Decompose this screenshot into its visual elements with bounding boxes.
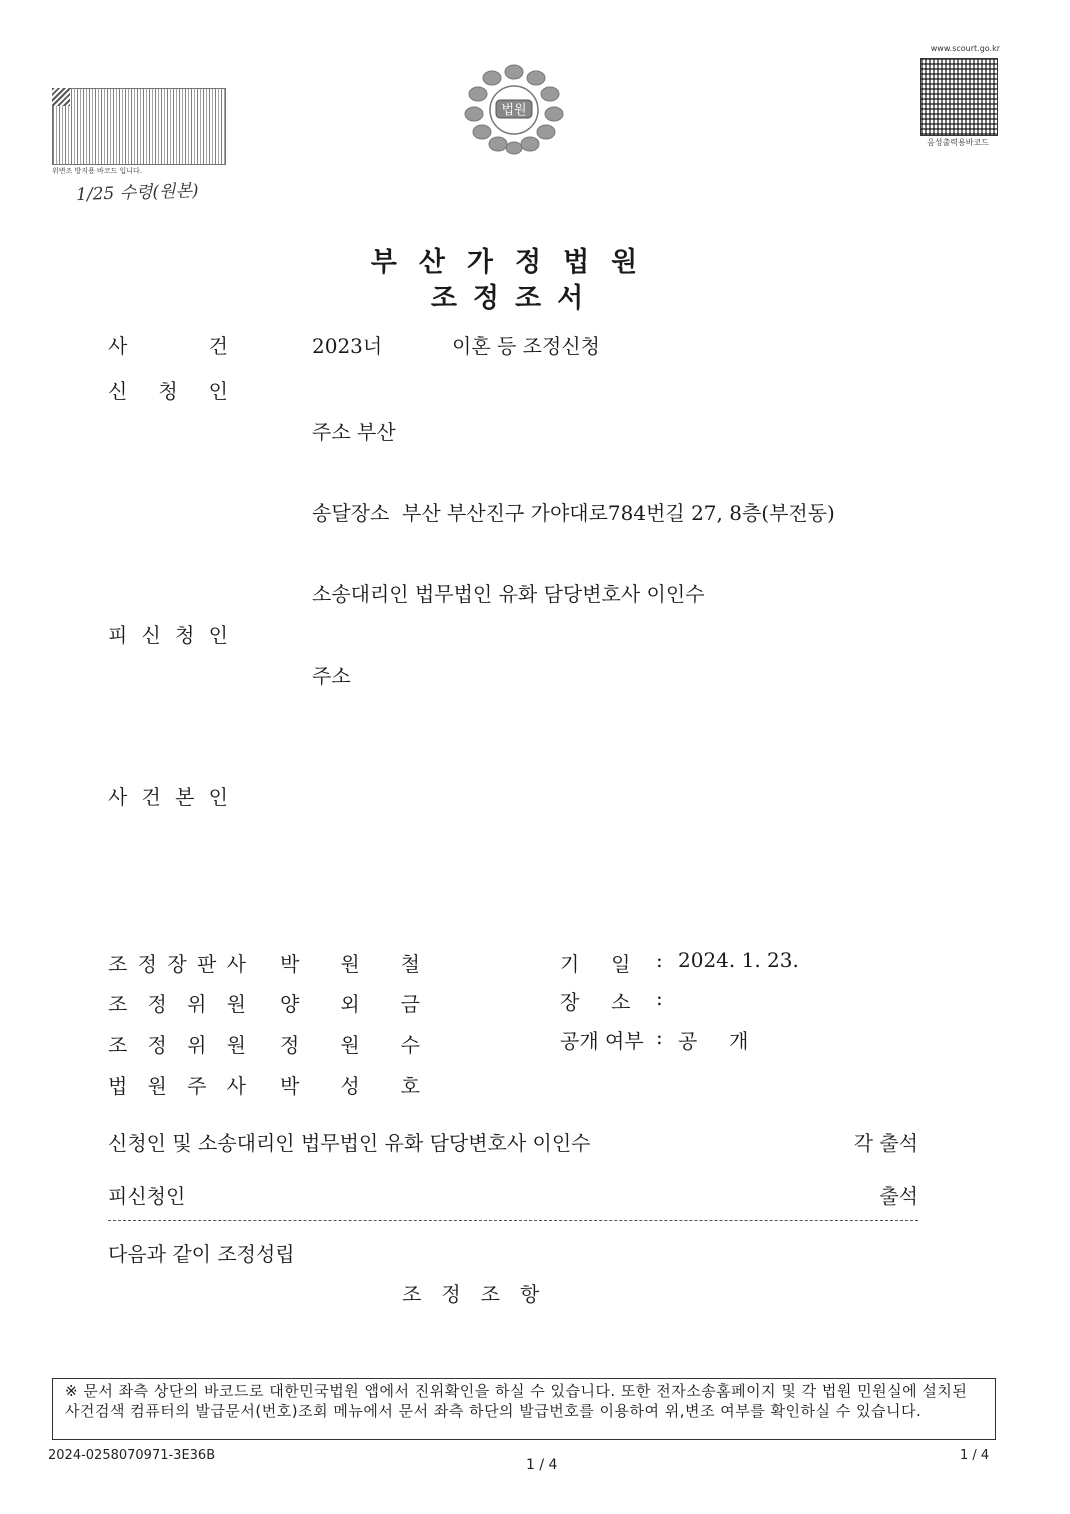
respondent-label: 피 신 청 인 bbox=[108, 623, 228, 647]
case-number: 2023너 bbox=[312, 334, 383, 358]
terms-heading: 조정조항 bbox=[402, 1282, 560, 1306]
case-label bbox=[108, 330, 228, 359]
case-title: 이혼 등 조정신청 bbox=[452, 334, 600, 358]
barcode-caption: 위변조 방지용 바코드 입니다. bbox=[52, 167, 143, 175]
anti-forgery-barcode bbox=[52, 88, 226, 165]
attendance-status: 각 출석 bbox=[853, 1131, 918, 1155]
issue-number: 2024-0258070971-3E36B bbox=[48, 1448, 216, 1463]
roster-row bbox=[108, 988, 246, 1017]
applicant-label: 신 청 인 bbox=[108, 379, 228, 403]
attendance-status: 출석 bbox=[879, 1184, 918, 1208]
session-public-label: 공개 여부 bbox=[560, 1029, 644, 1053]
roster-row bbox=[108, 1029, 246, 1058]
roster-name: 양 외 금 bbox=[280, 992, 420, 1016]
roster-name: 박 성 호 bbox=[280, 1074, 420, 1098]
case-label-text: 사 건 bbox=[108, 334, 228, 358]
principal-label: 사 건 본 인 bbox=[108, 785, 228, 809]
document-title: 조정조서 bbox=[430, 283, 600, 314]
roster-role: 조 정 위 원 bbox=[108, 992, 246, 1016]
roster-name-row bbox=[280, 1070, 420, 1099]
divider bbox=[108, 1220, 918, 1221]
handwritten-note: 1/25 수령(원본) bbox=[75, 180, 199, 206]
roster-name-row bbox=[280, 988, 420, 1017]
qr-url: www.scourt.go.kr bbox=[930, 44, 1000, 53]
roster-row bbox=[108, 1070, 246, 1099]
colon: : bbox=[656, 948, 663, 972]
roster-role: 법 원 주 사 bbox=[108, 1074, 246, 1098]
verification-notice: ※ 문서 좌측 상단의 바코드로 대한민국법원 앱에서 진위확인을 하실 수 있습니다. 또한 전자소송홈페이지 및 각 법원 민원실에 설치된 사건검색 컴퓨터의 발급문서(번호)조회 메뉴에서 문서 좌측 하단의 발급번호를 이용하여 위,변조 여부를 확인하실 수 있습니다. bbox=[52, 1378, 996, 1440]
applicant-address: 주소 부산 bbox=[312, 420, 396, 444]
colon: : bbox=[656, 986, 663, 1010]
roster-row bbox=[108, 948, 246, 977]
emblem-text: 법원 bbox=[501, 103, 527, 118]
session-place-label: 장 소 bbox=[560, 990, 631, 1014]
roster-name: 박 원 철 bbox=[280, 952, 420, 976]
session-public-value: 공 개 bbox=[678, 1029, 749, 1053]
session-date-value: 2024. 1. 23. bbox=[678, 948, 799, 972]
attendance-party: 피신청인 bbox=[108, 1184, 186, 1208]
roster-role: 조 정 장 판 사 bbox=[108, 952, 246, 976]
agreement-line: 다음과 같이 조정성립 bbox=[108, 1242, 295, 1266]
court-emblem-icon bbox=[462, 60, 566, 156]
session-date-label: 기 일 bbox=[560, 952, 631, 976]
colon: : bbox=[656, 1025, 663, 1049]
page-number-center: 1 / 4 bbox=[526, 1457, 558, 1473]
applicant-attorney: 소송대리인 법무법인 유화 담당변호사 이인수 bbox=[312, 582, 705, 606]
attendance-party: 신청인 및 소송대리인 법무법인 유화 담당변호사 이인수 bbox=[108, 1131, 591, 1155]
roster-name-row bbox=[280, 1029, 420, 1058]
court-name: 부산가정법원 bbox=[370, 247, 660, 278]
audio-qr-code bbox=[920, 58, 998, 136]
qr-caption: 음성출력용바코드 bbox=[927, 138, 989, 147]
roster-name-row bbox=[280, 948, 420, 977]
applicant-service-place: 송달장소 부산 부산진구 가야대로784번길 27, 8층(부전동) bbox=[312, 501, 835, 525]
roster-role: 조 정 위 원 bbox=[108, 1033, 246, 1057]
respondent-address: 주소 bbox=[312, 664, 351, 688]
roster-name: 정 원 수 bbox=[280, 1033, 420, 1057]
page-number-right: 1 / 4 bbox=[960, 1448, 990, 1463]
